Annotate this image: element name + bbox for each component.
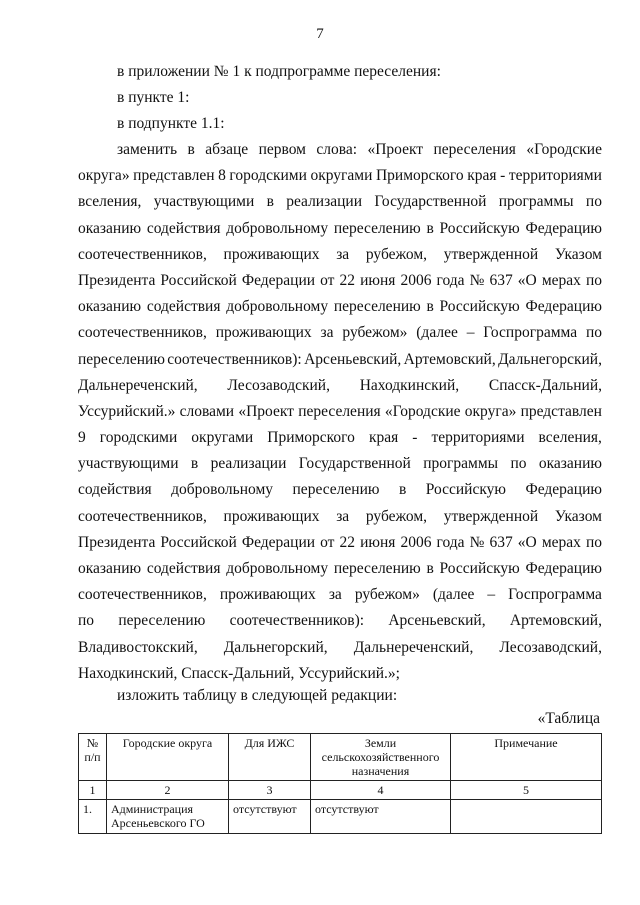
word: округами bbox=[191, 429, 254, 447]
word: «Городские bbox=[384, 402, 461, 420]
paragraph-line bbox=[78, 425, 602, 451]
word: по bbox=[585, 324, 602, 342]
paragraph-line bbox=[78, 294, 602, 320]
word: оказанию bbox=[78, 560, 142, 577]
word: Арсеньевский, bbox=[388, 612, 486, 630]
word: Федерацию bbox=[525, 560, 602, 577]
word: за bbox=[328, 586, 342, 604]
table-caption: «Таблица bbox=[537, 710, 600, 727]
word: Российскую bbox=[439, 560, 520, 577]
word: городскими bbox=[229, 167, 307, 185]
word: округа» bbox=[464, 402, 517, 420]
word: Дальнереченский, bbox=[353, 638, 474, 656]
paragraph-line bbox=[78, 399, 602, 425]
row-note bbox=[451, 800, 602, 834]
word: «О bbox=[517, 271, 537, 289]
table-header-row bbox=[79, 734, 602, 781]
word: в bbox=[426, 219, 434, 237]
word: проживающих bbox=[223, 245, 320, 263]
row-izhs: отсутствуют bbox=[229, 800, 311, 834]
paragraph-line bbox=[78, 661, 602, 687]
numbering-cell: 1 bbox=[79, 781, 107, 800]
word: соотечественников, bbox=[78, 245, 207, 263]
paragraph-line bbox=[78, 189, 602, 215]
word: рубежом» bbox=[354, 586, 420, 604]
word: Государственной bbox=[374, 193, 487, 211]
word: добровольному bbox=[226, 298, 329, 316]
word: Государственной bbox=[298, 455, 411, 473]
word: Российскую bbox=[439, 219, 520, 237]
word: – bbox=[487, 586, 496, 604]
word: - bbox=[500, 167, 506, 185]
word: Госпрограмма bbox=[483, 324, 578, 342]
word: 22 bbox=[339, 533, 356, 551]
word: Лесозаводский, bbox=[499, 638, 602, 656]
word: переселению bbox=[292, 481, 380, 499]
word: по bbox=[585, 533, 602, 551]
word: проживающих bbox=[223, 507, 320, 525]
word: добровольному bbox=[171, 481, 274, 499]
word: Дальнегорский, bbox=[223, 638, 328, 656]
word: соотечественников, bbox=[78, 507, 207, 525]
intro-line-2: в пункте 1: bbox=[117, 89, 190, 106]
word: переселению bbox=[333, 219, 421, 237]
word: рубежом» bbox=[342, 324, 408, 342]
word: Уссурийский.» bbox=[78, 402, 176, 420]
word: участвующими bbox=[153, 193, 255, 211]
table-numbering-row bbox=[79, 781, 602, 800]
word: заменить bbox=[117, 141, 178, 158]
word: оказанию bbox=[78, 298, 142, 316]
word: утвержденной bbox=[443, 245, 539, 263]
word: Владивостокский, bbox=[78, 638, 198, 656]
word: территориями bbox=[508, 167, 602, 185]
word: от bbox=[320, 533, 335, 551]
numbering-cell: 2 bbox=[107, 781, 229, 800]
word: проживающих bbox=[215, 324, 312, 342]
word: июня bbox=[360, 271, 396, 289]
word: реализации bbox=[210, 455, 287, 473]
word: переселения bbox=[298, 402, 381, 420]
row-district: Администрация Арсеньевского ГО bbox=[107, 800, 229, 834]
word: Российскую bbox=[439, 298, 520, 316]
word: – bbox=[466, 324, 475, 342]
word: от bbox=[320, 271, 335, 289]
paragraph-line bbox=[78, 242, 602, 268]
numbering-cell: 4 bbox=[311, 781, 451, 800]
word: июня bbox=[360, 533, 396, 551]
paragraph-line bbox=[78, 137, 602, 163]
word: рубежом, bbox=[365, 245, 428, 263]
word: (далее bbox=[416, 324, 458, 342]
word: за bbox=[320, 324, 334, 342]
numbering-cell: 5 bbox=[451, 781, 602, 800]
word: Приморского bbox=[375, 167, 464, 185]
word: Федерацию bbox=[525, 219, 602, 237]
word: края bbox=[467, 167, 497, 185]
word: рубежом, bbox=[365, 507, 428, 525]
word: утвержденной bbox=[443, 507, 539, 525]
paragraph-line bbox=[78, 635, 602, 661]
word: 637 bbox=[489, 271, 513, 289]
word: Находкинский, bbox=[359, 376, 460, 394]
word: округами bbox=[310, 167, 373, 185]
page-number: 7 bbox=[316, 26, 324, 42]
word: № bbox=[469, 533, 485, 551]
word: добровольному bbox=[226, 560, 329, 577]
word: абзаце bbox=[205, 141, 249, 158]
word: Артемовский, bbox=[509, 612, 602, 630]
word: соотечественников): bbox=[167, 350, 302, 368]
word: «Проект bbox=[367, 141, 424, 158]
word: «Проект bbox=[238, 402, 294, 420]
word: участвующими bbox=[78, 455, 179, 473]
word: Президента bbox=[78, 271, 156, 289]
paragraph-line bbox=[78, 320, 602, 346]
word: Дальнереченский, bbox=[78, 376, 198, 394]
word: Российскую bbox=[425, 481, 506, 499]
table-row bbox=[79, 800, 602, 834]
paragraph-line bbox=[78, 504, 602, 530]
row-agricultural-land: отсутствуют bbox=[311, 800, 451, 834]
paragraph-line bbox=[78, 163, 602, 189]
header-agricultural-land: Земли сельскохозяйственного назначения bbox=[311, 734, 451, 781]
word: по bbox=[585, 271, 602, 289]
word: Федерацию bbox=[525, 481, 602, 499]
word: содействия bbox=[78, 481, 152, 499]
word: по bbox=[78, 612, 95, 630]
word: 2006 bbox=[400, 271, 432, 289]
word: Спасск-Дальний, bbox=[488, 376, 602, 394]
word: Арсеньевский, bbox=[304, 350, 402, 368]
word: по bbox=[510, 455, 527, 473]
word: представлен bbox=[520, 402, 602, 420]
word: реализации bbox=[286, 193, 362, 211]
word: вселения, bbox=[538, 429, 602, 447]
numbering-cell: 3 bbox=[229, 781, 311, 800]
paragraph-line bbox=[78, 556, 602, 582]
word: мерах bbox=[541, 271, 581, 289]
word: года bbox=[436, 271, 465, 289]
paragraph-line bbox=[78, 530, 602, 556]
word: Госпрограмма bbox=[508, 586, 602, 604]
word: переселению bbox=[118, 612, 206, 630]
word: содействия bbox=[146, 560, 221, 577]
word: в bbox=[426, 560, 434, 577]
word: переселения bbox=[433, 141, 516, 158]
word: переселению bbox=[333, 560, 421, 577]
word: соотечественников, bbox=[78, 586, 207, 604]
header-districts: Городские округа bbox=[107, 734, 229, 781]
paragraph-line bbox=[78, 477, 602, 503]
word: Российской bbox=[160, 271, 237, 289]
word: вселения, bbox=[78, 193, 142, 211]
word: года bbox=[436, 533, 465, 551]
paragraph-line bbox=[78, 216, 602, 242]
paragraph-line bbox=[78, 451, 602, 477]
word: «О bbox=[517, 533, 537, 551]
word: оказанию bbox=[78, 219, 142, 237]
word: первом bbox=[258, 141, 306, 158]
word: в bbox=[190, 455, 199, 473]
word: проживающих bbox=[219, 586, 316, 604]
word: Федерации bbox=[241, 271, 316, 289]
word: в bbox=[187, 141, 195, 158]
amendment-paragraph bbox=[78, 137, 602, 687]
word: Находкинский, Спасск-Дальний, Уссурийский.»; bbox=[78, 664, 400, 682]
word: представлен bbox=[133, 167, 215, 185]
word: за bbox=[336, 245, 350, 263]
word: по bbox=[585, 193, 602, 211]
word: в bbox=[426, 298, 434, 316]
paragraph-line bbox=[78, 582, 602, 608]
word: слова: bbox=[316, 141, 358, 158]
word: 22 bbox=[339, 271, 356, 289]
word: округа» bbox=[78, 167, 130, 185]
word: края bbox=[368, 429, 399, 447]
word: добровольному bbox=[226, 219, 329, 237]
word: содействия bbox=[146, 219, 221, 237]
word: соотечественников): bbox=[229, 612, 365, 630]
word: программы bbox=[498, 193, 574, 211]
word: Приморского bbox=[267, 429, 355, 447]
row-number: 1. bbox=[79, 800, 107, 834]
word: переселению bbox=[333, 298, 421, 316]
word: (далее bbox=[432, 586, 475, 604]
word: Российской bbox=[160, 533, 237, 551]
word: за bbox=[336, 507, 350, 525]
word: Дальнегорский, bbox=[498, 350, 602, 368]
word: в bbox=[266, 193, 274, 211]
word: в bbox=[398, 481, 407, 499]
header-izhs: Для ИЖС bbox=[229, 734, 311, 781]
paragraph-line bbox=[78, 268, 602, 294]
word: Федерации bbox=[241, 533, 316, 551]
word: Указом bbox=[554, 245, 602, 263]
word: 9 bbox=[78, 429, 86, 447]
land-table bbox=[78, 733, 602, 834]
word: Указом bbox=[554, 507, 602, 525]
paragraph-line bbox=[78, 373, 602, 399]
paragraph-line bbox=[78, 347, 602, 373]
word: № bbox=[469, 271, 485, 289]
word: «Городские bbox=[526, 141, 602, 158]
word: оказанию bbox=[538, 455, 602, 473]
word: 8 bbox=[218, 167, 226, 185]
word: переселению bbox=[78, 350, 165, 368]
word: Артемовский, bbox=[403, 350, 496, 368]
word: мерах bbox=[541, 533, 581, 551]
intro-line-1: в приложении № 1 к подпрограмме переселения: bbox=[117, 63, 441, 80]
word: словами bbox=[179, 402, 235, 420]
word: территориями bbox=[431, 429, 525, 447]
intro-line-3: в подпункте 1.1: bbox=[117, 115, 225, 132]
word: Федерацию bbox=[525, 298, 602, 316]
word: содействия bbox=[146, 298, 221, 316]
instruction-line: изложить таблицу в следующей редакции: bbox=[117, 687, 398, 704]
word: 2006 bbox=[400, 533, 432, 551]
word: Лесозаводский, bbox=[227, 376, 330, 394]
word: 637 bbox=[489, 533, 513, 551]
word: соотечественников, bbox=[78, 324, 207, 342]
header-number: № п/п bbox=[79, 734, 107, 781]
word: городскими bbox=[99, 429, 178, 447]
word: Президента bbox=[78, 533, 156, 551]
header-note: Примечание bbox=[451, 734, 602, 781]
word: программы bbox=[423, 455, 499, 473]
word: - bbox=[412, 429, 418, 447]
paragraph-line bbox=[78, 608, 602, 634]
